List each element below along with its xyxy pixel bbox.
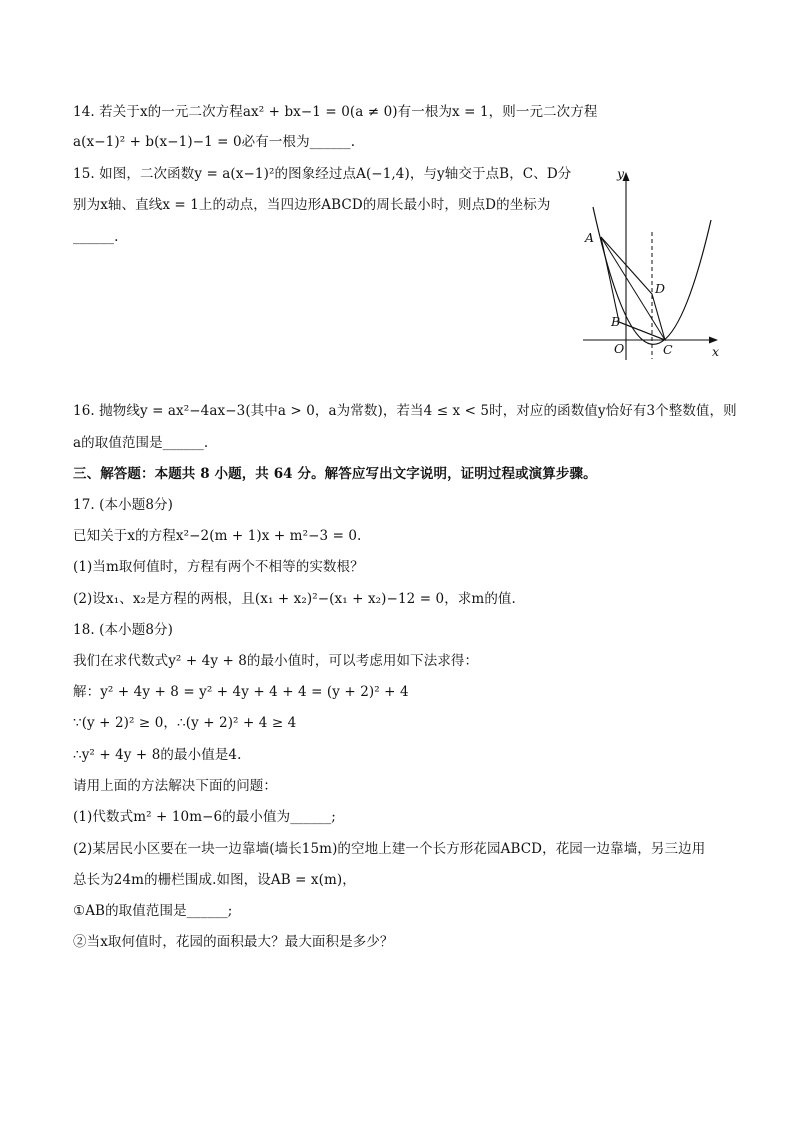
problem-14-line-2: a(x−1)² + b(x−1)−1 = 0必有一根为______. (73, 134, 356, 150)
label-origin: O (614, 341, 625, 356)
problem-17-statement: 已知关于x的方程x²−2(m + 1)x + m²−3 = 0. (73, 528, 362, 544)
problem-18-solution-3: ∴y² + 4y + 8的最小值是4. (73, 747, 242, 763)
problem-17-question-2: (2)设x₁、x₂是方程的两根，且(x₁ + x₂)²−(x₁ + x₂)−12 = 0，求m的值. (73, 591, 516, 607)
problem-18-solution-2: ∵(y + 2)² ≥ 0，∴(y + 2)² + 4 ≥ 4 (73, 715, 297, 731)
problem-16-line-2: a的取值范围是______. (73, 435, 209, 451)
problem-15-line-3: ______. (73, 229, 119, 245)
parabola-svg (578, 162, 728, 367)
problem-18-question-1: (1)代数式m² + 10m−6的最小值为______; (73, 809, 336, 825)
label-y: y (617, 166, 625, 181)
problem-18-header: 18. (本小题8分) (73, 622, 173, 638)
problem-17-header: 17. (本小题8分) (73, 497, 173, 513)
label-a: A (585, 230, 595, 245)
problem-17-question-1: (1)当m取何值时，方程有两个不相等的实数根？ (73, 559, 364, 575)
problem-18-instruction: 请用上面的方法解决下面的问题： (73, 778, 277, 794)
problem-18-solution-1: 解：y² + 4y + 8 = y² + 4y + 4 + 4 = (y + 2)² + 4 (73, 684, 409, 700)
section-3-heading: 三、解答题：本题共 8 小题，共 64 分。解答应写出文字说明，证明过程或演算步骤。 (73, 466, 597, 482)
label-b: B (611, 314, 621, 329)
label-c: C (663, 342, 673, 357)
label-d: D (655, 281, 666, 296)
problem-14-line-1: 14. 若关于x的一元二次方程ax² + bx−1 = 0(a ≠ 0)有一根为x = 1，则一元二次方程 (73, 104, 598, 120)
problem-18-intro: 我们在求代数式y² + 4y + 8的最小值时，可以考虑用如下法求得： (73, 653, 479, 669)
problem-18-question-2-part-1: ①AB的取值范围是______; (73, 903, 233, 919)
label-x: x (712, 344, 720, 359)
x-axis-arrow (709, 337, 718, 344)
problem-15-line-2: 别为x轴、直线x = 1上的动点，当四边形ABCD的周长最小时，则点D的坐标为 (73, 197, 551, 213)
problem-18-question-2-part-2: ②当x取何值时，花园的面积最大？最大面积是多少？ (73, 934, 394, 950)
problem-18-question-2-line-1: (2)某居民小区要在一块一边靠墙(墙长15m)的空地上建一个长方形花园ABCD，花园一边靠墙，另三边用 (73, 841, 706, 857)
parabola-figure (578, 162, 728, 367)
problem-16-line-1: 16. 抛物线y = ax²−4ax−3(其中a > 0，a为常数)，若当4 ≤ x < 5时，对应的函数值y恰好有3个整数值，则 (73, 403, 737, 419)
problem-18-question-2-line-2: 总长为24m的栅栏围成.如图，设AB = x(m)， (73, 872, 356, 888)
problem-15-line-1: 15. 如图，二次函数y = a(x−1)²的图象经过点A(−1,4)，与y轴交于点B，C、D分 (73, 166, 572, 182)
